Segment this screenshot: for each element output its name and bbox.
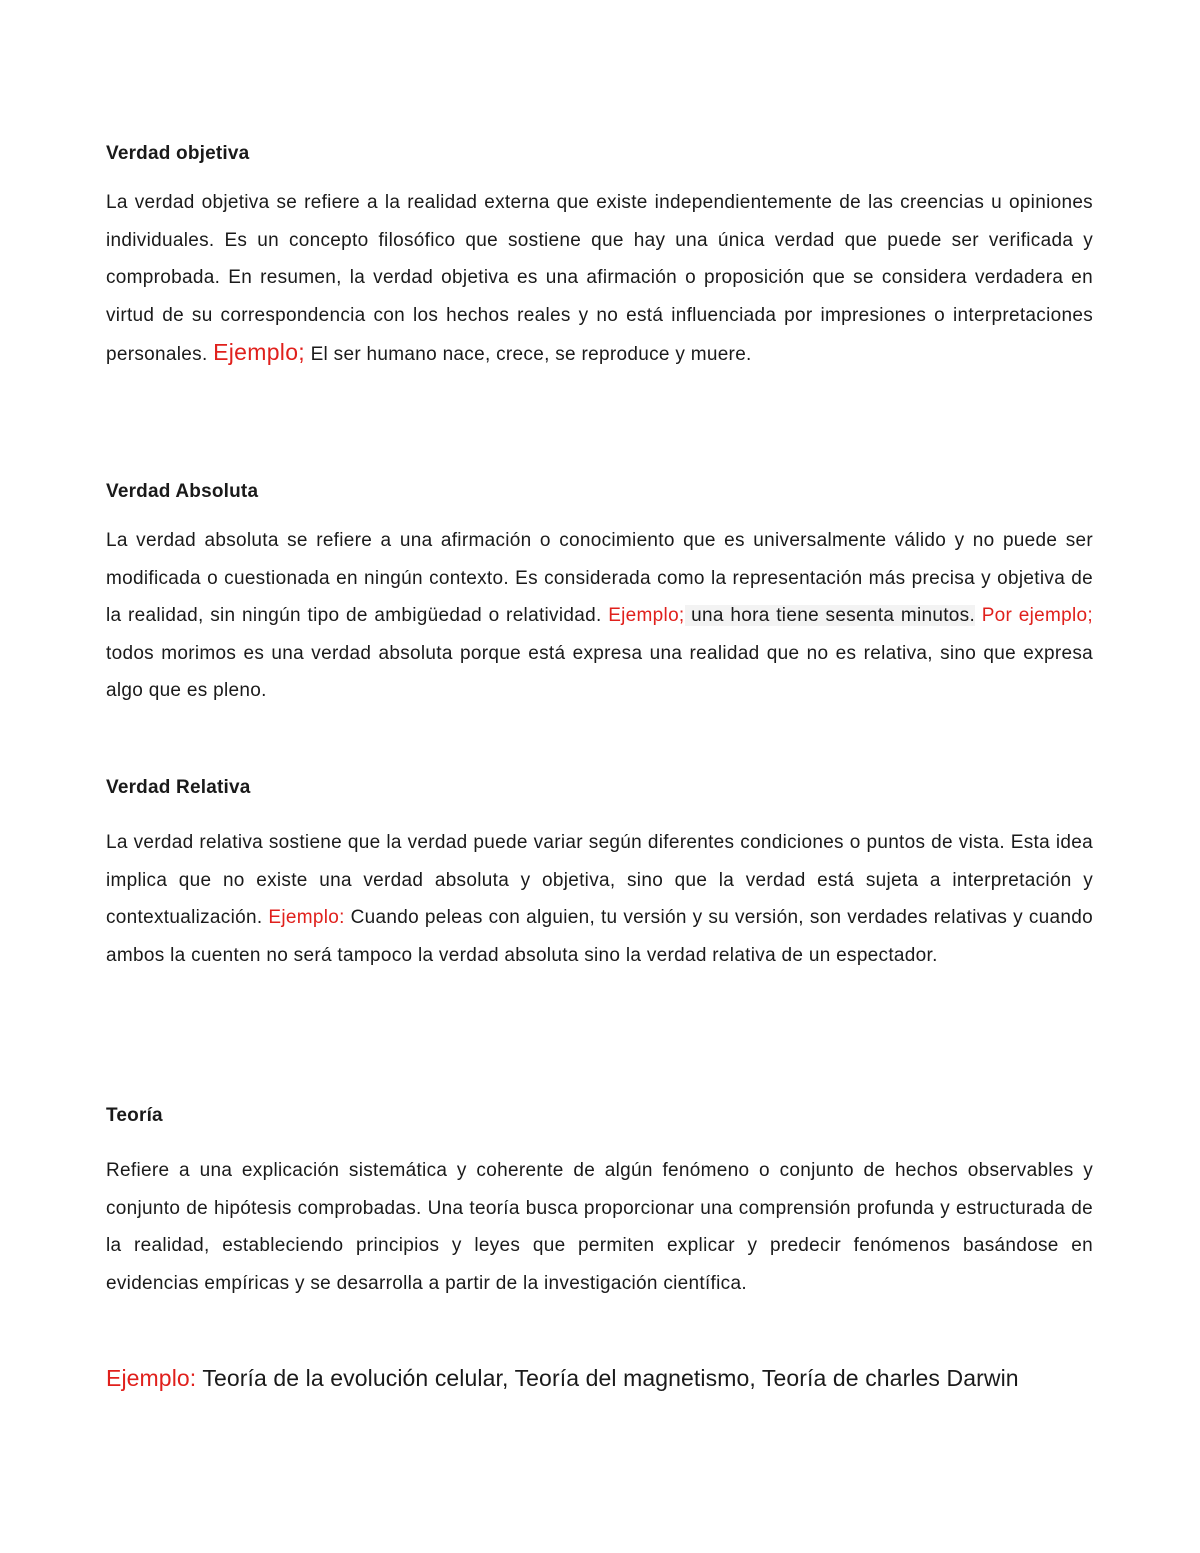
example-text: Teoría de la evolución celular, Teoría del magnetismo, Teoría de charles Darwin — [196, 1365, 1019, 1391]
section-heading: Verdad Relativa — [106, 777, 251, 798]
section-heading: Verdad objetiva — [106, 143, 250, 164]
section-paragraph — [106, 824, 1093, 974]
section-paragraph — [106, 522, 1093, 710]
section-verdad-objetiva — [106, 140, 1093, 374]
section-heading: Teoría — [106, 1105, 163, 1126]
paragraph-text: La verdad objetiva se refiere a la realidad externa que existe independientemente de las creencias u opiniones individuales. Es un concepto filosófico que sostiene que hay una única verdad que puede ser verificada y comprobada. En resumen, la verdad objetiva es una afirmación o proposición que se considera verdadera en virtud de su correspondencia con los hechos reales y no está influenciada por impresiones o interpretaciones personales. — [106, 192, 1093, 365]
example-text: Cuando peleas con alguien, tu versión y su versión, son verdades relativas y cuando ambos la cuenten no será tampoco la verdad absoluta sino la verdad relativa de un espectador. — [106, 907, 1094, 966]
section-paragraph — [106, 184, 1093, 374]
final-example-line — [106, 1362, 1093, 1394]
example-text: El ser humano nace, crece, se reproduce y muere. — [305, 344, 752, 365]
paragraph-text: La verdad absoluta se refiere a una afirmación o conocimiento que es universalmente válido y no puede ser modificada o cuestionada en ningún contexto. Es considerada como la representación más precisa y objetiva de la realidad, sin ningún tipo de ambigüedad o relatividad. — [106, 530, 1093, 626]
example-text: una hora tiene sesenta minutos. — [684, 605, 976, 626]
example-label: Ejemplo: — [106, 1365, 197, 1391]
section-paragraph: Refiere a una explicación sistemática y coherente de algún fenómeno o conjunto de hechos observables y conjunto de hipótesis comprobadas. Una teoría busca proporcionar una comprensión profunda y estructurada de la realidad, estableciendo principios y leyes que permiten explicar y predecir fenómenos basándose en evidencias empíricas y se desarrolla a partir de la investigación científica. — [106, 1160, 1093, 1294]
example-label: Ejemplo; — [213, 339, 305, 365]
section-verdad-relativa — [106, 774, 1093, 974]
section-heading: Verdad Absoluta — [106, 481, 259, 502]
section-verdad-absoluta — [106, 478, 1093, 710]
example-label: Ejemplo: — [268, 907, 345, 928]
paragraph-text: La verdad relativa sostiene que la verdad puede variar según diferentes condiciones o puntos de vista. Esta idea implica que no existe una verdad absoluta y objetiva, sino que la verdad está sujeta a interpretación y contextualización. — [106, 832, 1093, 928]
final-example — [106, 1362, 1093, 1394]
example-label: Ejemplo; — [608, 605, 685, 626]
section-teoria — [106, 1102, 1093, 1302]
example-text-2: todos morimos es una verdad absoluta porque está expresa una realidad que no es relativa, sino que expresa algo que es pleno. — [106, 642, 1093, 701]
example-label-2: Por ejemplo; — [981, 605, 1093, 626]
